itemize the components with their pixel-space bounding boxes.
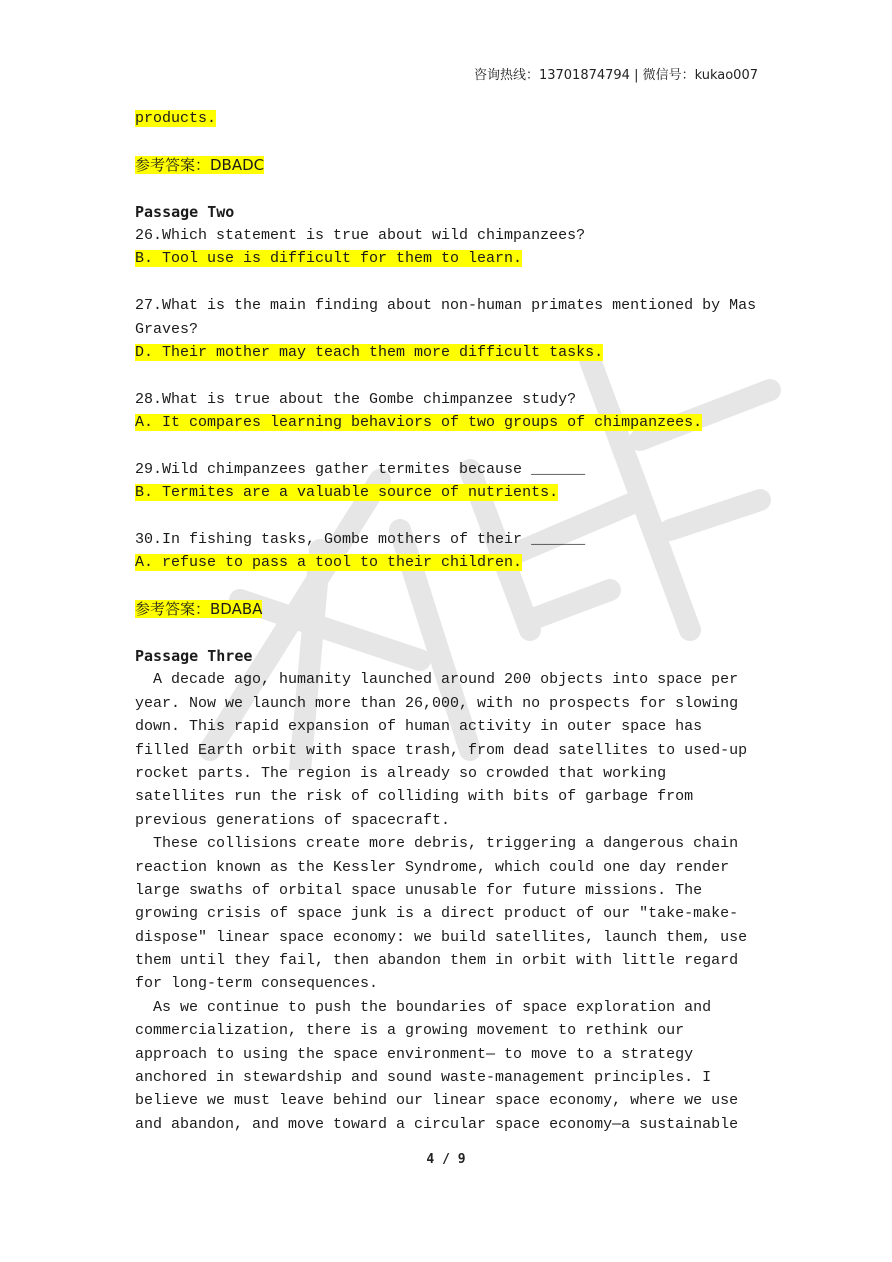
passage-line: As we continue to push the boundaries of space exploration and xyxy=(135,998,712,1016)
answer-key-passage-one: 参考答案：DBADC xyxy=(135,155,265,174)
question-28: 28.What is true about the Gombe chimpanzee study? xyxy=(135,390,577,408)
passage-line: believe we must leave behind our linear space economy, where we use xyxy=(135,1092,739,1110)
question-27-line1: 27.What is the main finding about non-human primates mentioned by Mas xyxy=(135,297,757,315)
document-body xyxy=(135,107,760,1136)
passage-line: reaction known as the Kessler Syndrome, which could one day render xyxy=(135,858,730,876)
passage-line: and abandon, and move toward a circular space economy—a sustainable xyxy=(135,1115,739,1133)
question-27-line2: Graves? xyxy=(135,320,199,338)
question-29: 29.Wild chimpanzees gather termites because ______ xyxy=(135,460,586,478)
answer-26: B. Tool use is difficult for them to learn. xyxy=(135,250,523,268)
passage-line: commercialization, there is a growing movement to rethink our xyxy=(135,1022,685,1040)
answer-30: A. refuse to pass a tool to their children. xyxy=(135,554,523,572)
passage-line: previous generations of spacecraft. xyxy=(135,811,451,829)
passage-line: growing crisis of space junk is a direct product of our "take-make- xyxy=(135,905,739,923)
passage-line: them until they fail, then abandon them in orbit with little regard xyxy=(135,952,739,970)
passage-line: satellites run the risk of colliding with bits of garbage from xyxy=(135,788,694,806)
passage-three-title: Passage Three xyxy=(135,646,253,665)
answer-29: B. Termites are a valuable source of nutrients. xyxy=(135,484,559,502)
passage-line: approach to using the space environment— to move to a strategy xyxy=(135,1045,694,1063)
passage-line: A decade ago, humanity launched around 200 objects into space per xyxy=(135,671,739,689)
answer-carryover: products. xyxy=(135,110,217,127)
passage-line: anchored in stewardship and sound waste-management principles. I xyxy=(135,1069,712,1087)
passage-line: dispose" linear space economy: we build satellites, launch them, use xyxy=(135,928,748,946)
passage-line: down. This rapid expansion of human activity in outer space has xyxy=(135,718,703,736)
contact-header: 咨询热线：13701874794 | 微信号：kukao007 xyxy=(473,68,758,83)
answer-key-passage-two: 参考答案：BDABA xyxy=(135,600,263,619)
passage-two-title: Passage Two xyxy=(135,202,235,221)
answer-28: A. It compares learning behaviors of two groups of chimpanzees. xyxy=(135,414,703,432)
passage-line: These collisions create more debris, triggering a dangerous chain xyxy=(135,835,739,853)
passage-line: year. Now we launch more than 26,000, with no prospects for slowing xyxy=(135,694,739,712)
passage-line: large swaths of orbital space unusable for future missions. The xyxy=(135,881,703,899)
answer-27: D. Their mother may teach them more difficult tasks. xyxy=(135,343,604,361)
page-number: 4 / 9 xyxy=(426,1152,466,1167)
question-30: 30.In fishing tasks, Gombe mothers of their ______ xyxy=(135,531,586,549)
passage-line: for long-term consequences. xyxy=(135,975,379,993)
passage-three-text xyxy=(135,668,760,1136)
passage-line: rocket parts. The region is already so crowded that working xyxy=(135,764,667,782)
passage-line: filled Earth orbit with space trash, from dead satellites to used-up xyxy=(135,741,748,759)
question-26: 26.Which statement is true about wild chimpanzees? xyxy=(135,226,586,244)
